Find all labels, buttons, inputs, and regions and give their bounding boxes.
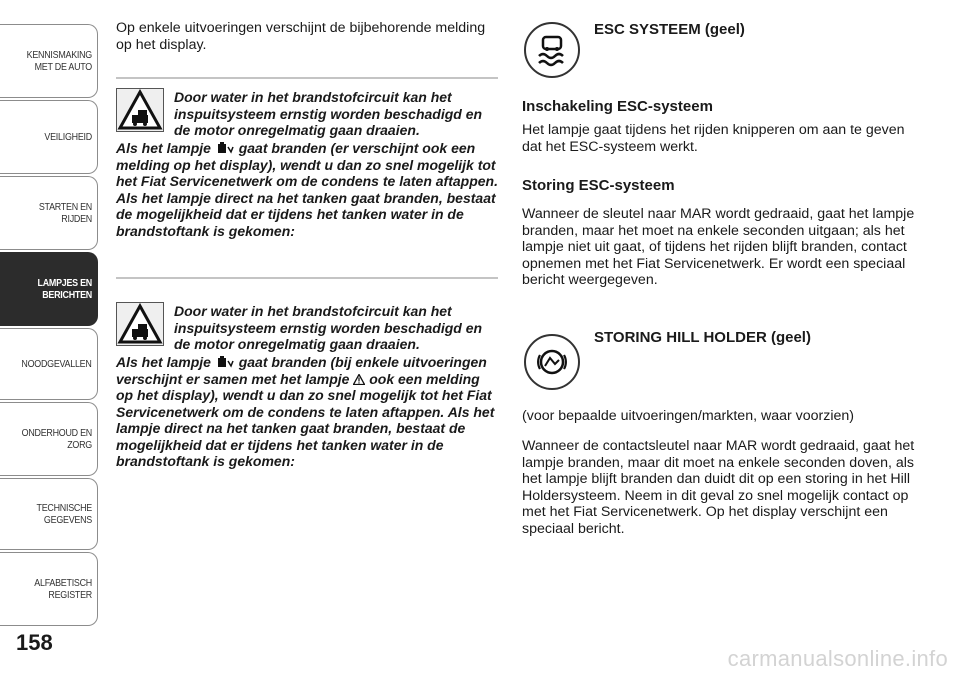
intro-text: Op enkele uitvoeringen verschijnt de bijbehorende melding op het display. bbox=[116, 20, 486, 53]
fuel-water-icon bbox=[216, 141, 234, 153]
warning-triangle-icon bbox=[116, 302, 164, 346]
divider bbox=[116, 277, 498, 279]
fuel-water-icon bbox=[216, 355, 234, 367]
tab-veiligheid[interactable] bbox=[0, 100, 98, 174]
tab-label: KENNISMAKING MET DE AUTO bbox=[26, 49, 92, 73]
warning-box-2 bbox=[116, 302, 500, 502]
warning-body-part: Als het lampje bbox=[116, 354, 211, 370]
tab-label: VEILIGHEID bbox=[44, 131, 92, 143]
esc-fault-heading: Storing ESC-systeem bbox=[522, 177, 675, 194]
page-number: 158 bbox=[16, 630, 53, 655]
esc-on-heading: Inschakeling ESC-systeem bbox=[522, 98, 713, 115]
tab-starten-en-rijden[interactable] bbox=[0, 176, 98, 250]
tab-kennismaking[interactable] bbox=[0, 24, 98, 98]
general-warning-icon bbox=[353, 372, 365, 383]
tab-label: NOODGEVALLEN bbox=[21, 358, 92, 370]
esc-fault-text: Wanneer de sleutel naar MAR wordt gedraaid, gaat het lampje branden, maar het moet na enkele seconden uitgaan; als het lampje niet uit gaat, of tijdens het rijden blijft branden, contact opnemen met het Fiat Servicenetwerk. Er wordt een speciaal bericht weergegeven. bbox=[522, 206, 915, 288]
intro-paragraph bbox=[116, 20, 500, 53]
warning-triangle-icon bbox=[116, 88, 164, 132]
tab-onderhoud-en-zorg[interactable] bbox=[0, 402, 98, 476]
warning-body-part: Als het lampje bbox=[116, 140, 211, 156]
tab-label: STARTEN EN RIJDEN bbox=[38, 201, 92, 225]
tab-alfabetisch-register[interactable] bbox=[0, 552, 98, 626]
warning-body-part: ook een melding op het display), wendt u dan zo snel mogelijk tot het Fiat Servicenetwerk om de condens te laten aftappen. Als het lampje direct na het tanken gaat branden, bestaat de mogelijkheid dat er tijdens het tanken water in de brandstoftank is gekomen: bbox=[116, 370, 495, 469]
warning-body-part: gaat branden (er verschijnt ook een melding op het display), wendt u dan zo snel mogelijk tot het Fiat Servicenetwerk om de condens te laten aftappen. Als het lampje direct na het tanken gaat branden, bestaat de mogelijkheid dat er tijdens het tanken water in de brandstoftank is gekomen: bbox=[116, 140, 498, 239]
hill-holder-lamp-icon bbox=[524, 334, 580, 390]
warning-lead-text: Door water in het brandstofcircuit kan het inspuitsysteem ernstig worden beschadigd en de motor onregelmatig gaan draaien. bbox=[174, 303, 483, 352]
hill-holder-title: STORING HILL HOLDER (geel) bbox=[594, 329, 811, 346]
hill-holder-note: (voor bepaalde uitvoeringen/markten, waar voorzien) bbox=[522, 408, 855, 424]
warning-box-1 bbox=[116, 88, 500, 268]
esc-on-text: Het lampje gaat tijdens het rijden knipperen om aan te geven dat het ESC-systeem werkt. bbox=[522, 122, 905, 155]
tab-noodgevallen[interactable] bbox=[0, 328, 98, 400]
warning-lead-text: Door water in het brandstofcircuit kan het inspuitsysteem ernstig worden beschadigd en de motor onregelmatig gaan draaien. bbox=[174, 89, 483, 138]
tab-label: ONDERHOUD EN ZORG bbox=[21, 427, 92, 451]
warning-body-text bbox=[116, 140, 500, 239]
hill-holder-text: Wanneer de contactsleutel naar MAR wordt gedraaid, gaat het lampje branden, maar dit moet na enkele seconden doven, als het lampje blijft branden dan duidt dit op een storing in het Hill Holdersysteem. Neem in dit geval zo snel mogelijk contact op met het Fiat Servicenetwerk. Op het display verschijnt een speciaal bericht. bbox=[522, 438, 915, 537]
warning-body-text bbox=[116, 354, 500, 470]
tab-label: TECHNISCHE GEGEVENS bbox=[36, 502, 92, 526]
warning-body-part: gaat branden (bij enkele uitvoeringen verschijnt er samen met het lampje bbox=[116, 354, 487, 387]
esc-title: ESC SYSTEEM (geel) bbox=[594, 21, 745, 38]
tab-label: ALFABETISCH REGISTER bbox=[34, 577, 92, 601]
divider bbox=[116, 77, 498, 79]
esc-lamp-icon bbox=[524, 22, 580, 78]
tab-lampjes-en-berichten[interactable] bbox=[0, 252, 98, 326]
tab-technische-gegevens[interactable] bbox=[0, 478, 98, 550]
tab-label: LAMPJES EN BERICHTEN bbox=[37, 277, 92, 301]
watermark: carmanualsonline.info bbox=[727, 646, 948, 671]
